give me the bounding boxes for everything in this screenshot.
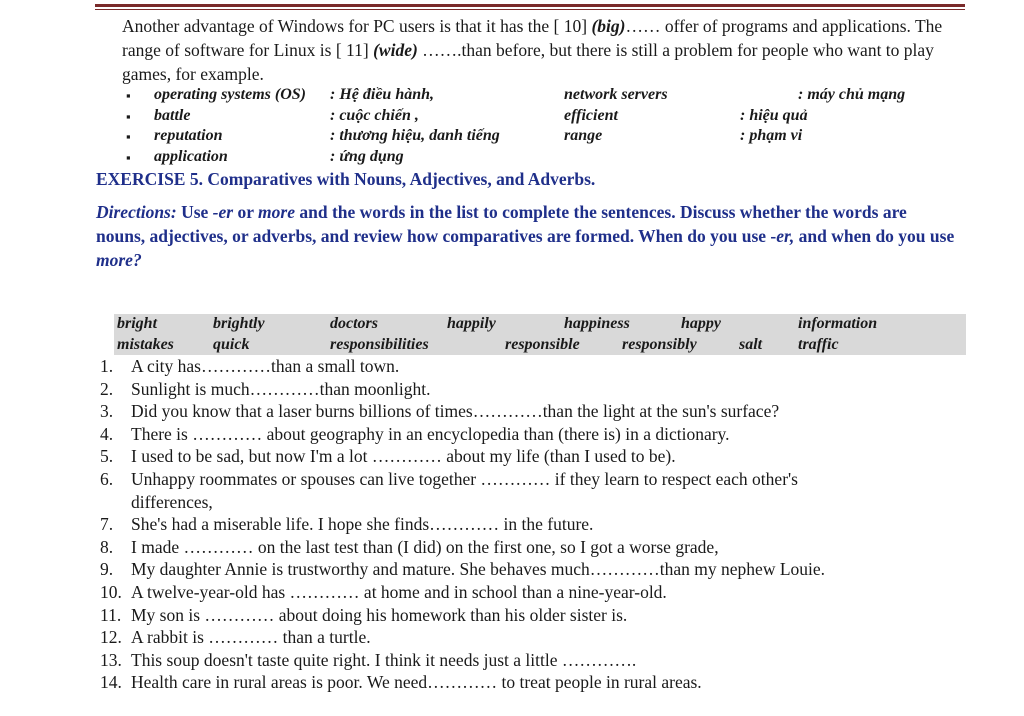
word-item: happy: [681, 315, 721, 332]
header-rule: [95, 4, 965, 7]
item-number: 4.: [100, 423, 114, 444]
item-text: I used to be sad, but now I'm a lot ………… about my life (than I used to be).: [131, 446, 676, 467]
word-item: quick: [213, 335, 250, 353]
vocab-term-2: network servers: [564, 86, 668, 103]
bullet-icon: ▪: [126, 88, 131, 103]
item-number: 10.: [100, 581, 122, 602]
vocab-row: [122, 127, 942, 148]
directions-part: and when do you use: [794, 226, 955, 246]
word-item: information: [798, 315, 878, 332]
directions-label: Directions:: [96, 202, 177, 222]
item-number: 12.: [100, 627, 122, 648]
word-item: traffic: [798, 335, 839, 353]
vocab-term: reputation: [154, 127, 223, 144]
item-text: Health care in rural areas is poor. We need………… to treat people in rural areas.: [131, 672, 702, 693]
vocab-meaning: : Hệ điều hành,: [330, 86, 435, 103]
item-text: Sunlight is much…………than moonlight.: [131, 378, 431, 399]
vocab-meaning-2: : hiệu quả: [740, 106, 808, 124]
vocab-meaning: : cuộc chiến ,: [330, 106, 419, 124]
item-number: 11.: [100, 604, 122, 625]
list-item: [100, 400, 960, 423]
item-number: 6.: [100, 468, 114, 489]
word-item: mistakes: [117, 335, 174, 353]
list-item: [100, 423, 960, 446]
sentence-list: [100, 355, 960, 694]
item-number: 3.: [100, 401, 114, 422]
item-number: 2.: [100, 378, 114, 399]
word-item: responsibly: [622, 335, 697, 353]
item-text: She's had a miserable life. I hope she finds………… in the future.: [131, 514, 594, 535]
word-item: salt: [739, 335, 763, 353]
word-list-box: [114, 314, 966, 355]
vocab-meaning-2: : máy chủ mạng: [798, 86, 906, 103]
vocabulary-list: [122, 86, 942, 168]
intro-text-1: Another advantage of Windows for PC users is that it has the [ 10]: [122, 16, 592, 36]
list-item: [100, 468, 960, 513]
list-item: [100, 445, 960, 468]
list-item: [100, 378, 960, 401]
intro-keyword-wide: (wide): [373, 40, 418, 60]
item-number: 5.: [100, 446, 114, 467]
item-number: 13.: [100, 649, 122, 670]
list-item: [100, 355, 960, 378]
item-number: 14.: [100, 672, 122, 693]
item-text: This soup doesn't taste quite right. I think it needs just a little ………….: [131, 649, 637, 670]
word-item: responsible: [505, 335, 580, 353]
list-item: [100, 626, 960, 649]
exercise-title: EXERCISE 5. Comparatives with Nouns, Adjectives, and Adverbs.: [96, 169, 596, 189]
bullet-icon: ▪: [126, 149, 131, 165]
vocab-meaning: : ứng dụng: [330, 147, 404, 165]
word-item: happily: [447, 315, 496, 332]
directions-part: or: [233, 202, 259, 222]
word-item: brightly: [213, 315, 265, 332]
vocab-meaning: : thương hiệu, danh tiếng: [330, 127, 500, 144]
list-item: [100, 558, 960, 581]
directions-more: more?: [96, 250, 142, 270]
directions-er: er,: [776, 226, 795, 246]
intro-text-2: …… offer of programs and applications. The range of software for Linux is [ 11]: [122, 16, 943, 60]
vocab-term: battle: [154, 106, 191, 124]
list-item: [100, 649, 960, 672]
directions-more: more: [258, 202, 295, 222]
item-number: 9.: [100, 559, 114, 580]
directions-text: [96, 200, 956, 272]
word-item: responsibilities: [330, 335, 429, 353]
item-number: 1.: [100, 356, 114, 376]
vocab-term-2: efficient: [564, 106, 618, 124]
intro-keyword-big: (big): [591, 16, 626, 36]
item-text: Unhappy roommates or spouses can live together ………… if they learn to respect each other's differences,: [131, 468, 798, 512]
bullet-icon: ▪: [126, 129, 131, 144]
directions-part: Use: [176, 202, 213, 222]
bullet-icon: ▪: [126, 108, 131, 124]
directions-er: -er: [212, 202, 234, 222]
word-item: bright: [117, 315, 158, 332]
item-text: I made ………… on the last test than (I did) on the first one, so I got a worse grade,: [131, 536, 719, 557]
item-text: A city has…………than a small town.: [131, 356, 400, 376]
vocab-term: operating systems (OS): [154, 86, 306, 103]
item-text: There is ………… about geography in an encyclopedia than (there is) in a dictionary.: [131, 423, 730, 444]
list-item: [100, 536, 960, 559]
word-list-row-2: [114, 335, 966, 356]
word-item: happiness: [564, 315, 630, 332]
word-list-row-1: [114, 314, 966, 335]
intro-text-3: …….than before, but there is still a problem for people who want to play games, for example.: [122, 40, 934, 84]
directions-part: and the words in the list to complete the sentences. Discuss whether the words are nouns, adjectives, or adverbs, and review how comparatives are formed. When do you use -: [96, 202, 907, 246]
item-text: A twelve-year-old has ………… at home and in school than a nine-year-old.: [131, 581, 667, 602]
intro-paragraph: [122, 14, 952, 86]
word-item: doctors: [330, 315, 378, 332]
list-item: [100, 671, 960, 694]
header-rule-thin: [95, 9, 965, 10]
vocab-meaning-2: : phạm vi: [740, 127, 803, 144]
list-item: [100, 513, 960, 536]
list-item: [100, 604, 960, 627]
item-text: Did you know that a laser burns billions of times…………than the light at the sun's surface?: [131, 401, 780, 422]
vocab-row: [122, 107, 942, 128]
item-text: My son is ………… about doing his homework than his older sister is.: [131, 604, 628, 625]
list-item: [100, 581, 960, 604]
item-number: 8.: [100, 536, 114, 557]
item-text: My daughter Annie is trustworthy and mature. She behaves much…………than my nephew Louie.: [131, 559, 826, 580]
vocab-term: application: [154, 147, 228, 165]
item-text: A rabbit is ………… than a turtle.: [131, 627, 371, 648]
vocab-row: [122, 86, 942, 107]
vocab-term-2: range: [564, 127, 603, 144]
vocab-row: [122, 148, 942, 169]
item-number: 7.: [100, 514, 114, 535]
